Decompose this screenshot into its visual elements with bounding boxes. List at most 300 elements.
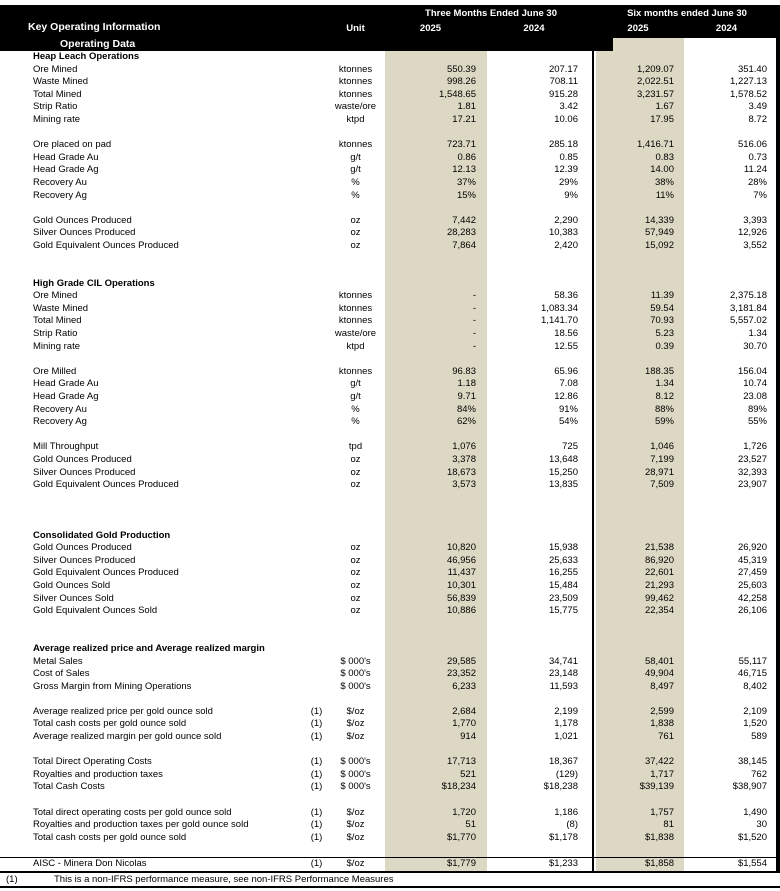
value-three-months-2025: 550.39 [446, 63, 476, 75]
value-six-months-2025: 15,092 [644, 239, 674, 251]
value-three-months-2025: 10,301 [446, 579, 476, 591]
value-six-months-2024: 26,920 [737, 542, 767, 554]
value-three-months-2025: $18,234 [441, 781, 476, 793]
value-six-months-2024: 46,715 [737, 668, 767, 680]
spacer-row [0, 429, 780, 442]
year-header-6mo-2025: 2025 [627, 23, 649, 34]
value-six-months-2025: 1,757 [650, 806, 674, 818]
data-row [0, 580, 780, 593]
value-three-months-2025: 2,684 [452, 705, 476, 717]
value-three-months-2024: 9% [564, 189, 578, 201]
value-three-months-2025: 521 [460, 768, 476, 780]
data-row [0, 139, 780, 152]
value-three-months-2024: 25,633 [548, 554, 578, 566]
row-label: Average realized price per gold ounce sold [33, 705, 213, 717]
footnote-band [0, 871, 780, 888]
period-group-six-months-label: Six months ended June 30 [627, 8, 747, 19]
value-six-months-2025: 5.23 [655, 328, 674, 340]
data-row [0, 479, 780, 492]
value-three-months-2024: 725 [562, 441, 578, 453]
value-six-months-2025: 22,601 [644, 567, 674, 579]
data-row [0, 416, 780, 429]
row-label: Gold Equivalent Ounces Produced [33, 567, 179, 579]
spacer-row [0, 744, 780, 757]
unit-cell: ktonnes [338, 302, 373, 314]
unit-cell: $/oz [346, 858, 365, 869]
section-header-row [0, 51, 780, 64]
value-three-months-2025: 17,713 [446, 756, 476, 768]
footnote-ref: (1) [310, 756, 323, 768]
value-six-months-2024: 10.74 [743, 378, 767, 390]
spacer-row [0, 630, 780, 643]
value-three-months-2024: 58.36 [554, 290, 578, 302]
row-label: Silver Ounces Sold [33, 592, 114, 604]
row-label: Gold Ounces Produced [33, 542, 132, 554]
spacer-row [0, 618, 780, 631]
value-three-months-2025: - [472, 315, 476, 327]
data-row [0, 341, 780, 354]
unit-cell: oz [350, 592, 361, 604]
unit-cell: oz [350, 605, 361, 617]
value-three-months-2024: 15,938 [548, 542, 578, 554]
value-three-months-2024: 708.11 [549, 76, 578, 88]
value-six-months-2025: $39,139 [639, 781, 674, 793]
value-six-months-2025: 1.34 [655, 378, 674, 390]
section-header-row [0, 643, 780, 656]
value-six-months-2025: 7,199 [650, 454, 674, 465]
value-six-months-2025: 99,462 [644, 592, 674, 604]
value-three-months-2025: 1,770 [452, 718, 476, 730]
row-label: Royalties and production taxes [33, 768, 163, 780]
unit-cell: $ 000's [340, 668, 371, 680]
row-label: Total direct operating costs per gold ounce sold [33, 806, 232, 818]
value-three-months-2024: 23,509 [548, 592, 578, 604]
unit-cell: $/oz [346, 731, 365, 743]
value-six-months-2024: 12,926 [737, 227, 767, 239]
unit-cell: ktonnes [338, 139, 373, 151]
unit-cell: oz [350, 567, 361, 579]
value-three-months-2024: 7.08 [559, 378, 578, 390]
value-six-months-2025: 2,599 [650, 705, 674, 717]
unit-cell: g/t [350, 391, 361, 403]
value-three-months-2024: 23,148 [548, 668, 578, 680]
value-six-months-2025: 14,339 [644, 214, 674, 226]
value-three-months-2024: 15,484 [548, 579, 578, 591]
row-label: Total Direct Operating Costs [33, 756, 152, 768]
value-three-months-2024: 915.28 [548, 88, 578, 100]
year-header-6mo-2024: 2024 [715, 23, 738, 34]
footnote-ref: (1) [310, 731, 323, 743]
value-three-months-2024: $18,238 [543, 781, 578, 793]
value-six-months-2024: 23,527 [737, 454, 767, 465]
unit-cell: % [351, 176, 360, 188]
value-three-months-2024: 15,250 [548, 466, 578, 478]
row-label: Gold Equivalent Ounces Sold [33, 605, 158, 617]
spacer-row [0, 504, 780, 517]
value-three-months-2024: 0.85 [559, 151, 578, 163]
year-header-3mo-2025: 2025 [419, 23, 442, 34]
value-three-months-2024: 285.18 [548, 139, 578, 151]
section-header-row [0, 278, 780, 291]
unit-cell: oz [350, 554, 361, 566]
value-three-months-2025: 1.18 [457, 378, 476, 390]
value-six-months-2025: 11% [655, 189, 674, 201]
value-six-months-2024: 1,490 [743, 806, 767, 818]
value-six-months-2025: 28,971 [644, 466, 674, 478]
unit-cell: g/t [350, 151, 361, 163]
value-six-months-2024: 3,393 [743, 214, 767, 226]
row-label: Total Mined [33, 315, 82, 327]
value-six-months-2024: 3,181.84 [730, 302, 767, 314]
unit-cell: waste/ore [334, 101, 377, 113]
value-six-months-2024: 23,907 [737, 479, 767, 491]
value-three-months-2024: 10.06 [554, 113, 578, 125]
row-label: Ore Mined [33, 63, 78, 75]
table-subheader-band [0, 38, 613, 51]
row-label: Average realized price and Average realized margin [33, 642, 265, 654]
unit-cell: $ 000's [340, 781, 371, 793]
value-three-months-2025: 84% [456, 403, 476, 415]
row-label: Recovery Au [33, 176, 87, 188]
value-six-months-2024: 8,402 [743, 680, 767, 692]
value-three-months-2025: 3,573 [452, 479, 476, 491]
unit-cell: $/oz [346, 831, 365, 843]
unit-cell: ktpd [346, 340, 365, 352]
value-three-months-2025: 7,864 [452, 239, 476, 251]
row-label: Royalties and production taxes per gold ounce sold [33, 819, 249, 831]
data-row [0, 101, 780, 114]
spacer-row [0, 844, 780, 857]
unit-cell: g/t [350, 378, 361, 390]
value-three-months-2025: 723.71 [446, 139, 476, 151]
row-label: Heap Leach Operations [33, 51, 140, 62]
footnote-ref: (1) [310, 806, 323, 818]
value-six-months-2024: 5,557.02 [730, 315, 767, 327]
value-six-months-2024: 3,552 [743, 239, 767, 251]
value-three-months-2024: 65.96 [554, 365, 578, 377]
row-label: Waste Mined [33, 76, 89, 88]
spacer-row [0, 202, 780, 215]
value-six-months-2024: 156.04 [737, 365, 767, 377]
value-six-months-2024: 26,106 [737, 605, 767, 617]
period-group-three-months-label: Three Months Ended June 30 [425, 8, 557, 19]
unit-cell: oz [350, 579, 361, 591]
unit-cell: $/oz [346, 806, 365, 818]
value-three-months-2024: 2,199 [554, 705, 578, 717]
value-three-months-2025: 23,352 [446, 668, 476, 680]
data-row [0, 328, 780, 341]
data-row [0, 807, 780, 820]
row-label: Waste Mined [33, 302, 89, 314]
value-six-months-2024: 3.49 [748, 101, 767, 113]
value-three-months-2025: 1,720 [452, 806, 476, 818]
unit-cell: ktonnes [338, 290, 373, 302]
footnote-ref: (1) [310, 831, 323, 843]
unit-cell: oz [350, 214, 361, 226]
data-row [0, 190, 780, 203]
value-six-months-2025: 2,022.51 [637, 76, 674, 88]
unit-cell: $ 000's [340, 680, 371, 692]
value-six-months-2025: 0.83 [655, 151, 674, 163]
value-six-months-2025: 70.93 [650, 315, 674, 327]
value-three-months-2024: 1,083.34 [541, 302, 578, 314]
unit-cell: oz [350, 466, 361, 478]
value-three-months-2025: 56,839 [446, 592, 476, 604]
spacer-row [0, 265, 780, 278]
value-six-months-2024: 11.24 [743, 164, 767, 176]
data-row [0, 668, 780, 681]
value-three-months-2025: 51 [465, 819, 476, 831]
value-three-months-2024: 12.55 [554, 340, 578, 352]
row-label: Cost of Sales [33, 668, 90, 680]
data-row [0, 378, 780, 391]
unit-cell: $/oz [346, 705, 365, 717]
value-three-months-2024: 54% [558, 416, 578, 428]
value-three-months-2024: 10,383 [548, 227, 578, 239]
unit-cell: $ 000's [340, 655, 371, 667]
value-three-months-2024: $1,178 [548, 831, 578, 843]
row-label: Silver Ounces Produced [33, 554, 136, 566]
value-three-months-2025: 18,673 [446, 466, 476, 478]
value-six-months-2024: $38,907 [732, 781, 767, 793]
row-label: AISC - Minera Don Nicolas [33, 858, 147, 869]
value-six-months-2025: 0.39 [655, 340, 674, 352]
value-three-months-2025: 10,820 [446, 542, 476, 554]
value-three-months-2024: 207.17 [548, 63, 578, 75]
data-row [0, 177, 780, 190]
value-three-months-2024: (8) [566, 819, 578, 831]
value-three-months-2024: 13,648 [548, 454, 578, 465]
row-label: Silver Ounces Produced [33, 227, 136, 239]
data-row [0, 454, 780, 467]
footnote-ref: (1) [310, 705, 323, 717]
unit-cell: oz [350, 239, 361, 251]
row-label: Recovery Ag [33, 416, 87, 428]
value-three-months-2024: $1,233 [548, 858, 578, 869]
value-three-months-2024: 2,420 [554, 239, 578, 251]
value-six-months-2025: 1,838 [650, 718, 674, 730]
value-six-months-2024: 7% [753, 189, 767, 201]
row-label: Consolidated Gold Production [33, 529, 171, 541]
value-three-months-2024: 18,367 [548, 756, 578, 768]
value-six-months-2024: $1,520 [737, 831, 767, 843]
unit-cell: % [351, 403, 360, 415]
row-label: Gold Ounces Sold [33, 579, 111, 591]
value-six-months-2024: 1,227.13 [730, 76, 767, 88]
value-three-months-2025: 998.26 [446, 76, 476, 88]
value-six-months-2024: 45,319 [737, 554, 767, 566]
value-three-months-2024: 12.39 [554, 164, 578, 176]
value-six-months-2025: 81 [663, 819, 674, 831]
value-six-months-2025: 37,422 [644, 756, 674, 768]
value-six-months-2024: 38,145 [737, 756, 767, 768]
value-six-months-2024: $1,554 [737, 858, 767, 869]
data-row [0, 303, 780, 316]
value-six-months-2024: 32,393 [737, 466, 767, 478]
value-three-months-2025: 12.13 [452, 164, 476, 176]
value-three-months-2024: 18.56 [554, 328, 578, 340]
row-label: Mining rate [33, 113, 80, 125]
spacer-row [0, 693, 780, 706]
row-label: Gold Ounces Produced [33, 214, 132, 226]
row-label: Ore placed on pad [33, 139, 112, 151]
unit-column-header: Unit [346, 23, 365, 34]
row-label: Total Mined [33, 88, 82, 100]
value-six-months-2024: 30 [756, 819, 767, 831]
value-six-months-2024: 8.72 [748, 113, 767, 125]
value-six-months-2025: 21,538 [644, 542, 674, 554]
value-three-months-2024: 1,178 [554, 718, 578, 730]
data-row [0, 290, 780, 303]
row-label: Mining rate [33, 340, 80, 352]
value-six-months-2025: 3,231.57 [637, 88, 674, 100]
unit-cell: oz [350, 479, 361, 491]
value-three-months-2024: 1,021 [554, 731, 578, 743]
footnote-ref: (1) [310, 718, 323, 730]
data-row [0, 718, 780, 731]
unit-cell: oz [350, 227, 361, 239]
data-row [0, 467, 780, 480]
value-three-months-2024: 15,775 [548, 605, 578, 617]
value-six-months-2025: 38% [654, 176, 674, 188]
value-three-months-2025: $1,770 [446, 831, 476, 843]
value-six-months-2025: 59% [654, 416, 674, 428]
row-label: High Grade CIL Operations [33, 277, 155, 289]
value-three-months-2024: 1,141.70 [541, 315, 578, 327]
value-six-months-2024: 2,109 [743, 705, 767, 717]
value-three-months-2025: 15% [456, 189, 476, 201]
value-six-months-2024: 25,603 [737, 579, 767, 591]
value-six-months-2025: 1.67 [655, 101, 674, 113]
value-six-months-2024: 55,117 [738, 655, 767, 667]
value-three-months-2025: 37% [456, 176, 476, 188]
value-six-months-2025: 86,920 [644, 554, 674, 566]
data-row [0, 366, 780, 379]
unit-cell: ktonnes [338, 365, 373, 377]
value-three-months-2024: 34,741 [548, 655, 578, 667]
row-label: Recovery Ag [33, 189, 87, 201]
value-three-months-2025: 914 [460, 731, 476, 743]
data-row [0, 164, 780, 177]
year-header-3mo-2024: 2024 [523, 23, 545, 34]
value-six-months-2024: 89% [747, 403, 767, 415]
value-six-months-2025: $1,838 [644, 831, 674, 843]
data-row [0, 441, 780, 454]
section-header-row [0, 530, 780, 543]
unit-cell: g/t [350, 164, 361, 176]
value-three-months-2025: 1,548.65 [439, 88, 476, 100]
row-label: Recovery Au [33, 403, 87, 415]
value-three-months-2025: 0.86 [457, 151, 476, 163]
spacer-row [0, 794, 780, 807]
data-row [0, 152, 780, 165]
data-row [0, 227, 780, 240]
value-three-months-2025: 7,442 [452, 214, 476, 226]
data-row [0, 391, 780, 404]
footnote-ref: (1) [310, 858, 323, 869]
data-row [0, 542, 780, 555]
table-header-band [0, 5, 780, 38]
value-three-months-2024: 91% [558, 403, 578, 415]
row-label: Total cash costs per gold ounce sold [33, 831, 187, 843]
spacer-row [0, 253, 780, 266]
footnote-ref: (1) [310, 819, 323, 831]
data-row [0, 215, 780, 228]
value-six-months-2025: 49,904 [644, 668, 674, 680]
unit-cell: oz [350, 454, 361, 465]
data-row [0, 315, 780, 328]
data-row [0, 832, 780, 845]
data-row [0, 656, 780, 669]
value-six-months-2025: 21,293 [644, 579, 674, 591]
data-row [0, 731, 780, 744]
unit-cell: % [351, 416, 360, 428]
row-label: Ore Milled [33, 365, 77, 377]
value-three-months-2025: 9.71 [457, 391, 476, 403]
value-six-months-2025: 11.39 [650, 290, 674, 302]
value-three-months-2025: - [472, 340, 476, 352]
value-three-months-2024: 1,186 [554, 806, 578, 818]
value-three-months-2025: 1.81 [457, 101, 476, 113]
value-six-months-2025: 14.00 [650, 164, 674, 176]
value-six-months-2025: 1,416.71 [637, 139, 674, 151]
value-six-months-2024: 30.70 [743, 340, 767, 352]
unit-cell: $/oz [346, 718, 365, 730]
row-label: Head Grade Ag [33, 391, 99, 403]
data-row [0, 64, 780, 77]
row-label: Gold Equivalent Ounces Produced [33, 239, 179, 251]
value-three-months-2025: - [472, 328, 476, 340]
value-six-months-2024: 1,520 [743, 718, 767, 730]
page-title: Key Operating Information [28, 21, 161, 33]
value-three-months-2025: 28,283 [446, 227, 476, 239]
value-six-months-2025: 1,717 [650, 768, 674, 780]
unit-cell: ktpd [346, 113, 365, 125]
footnote-text: This is a non-IFRS performance measure, see non-IFRS Performance Measures [54, 874, 394, 885]
row-label: Strip Ratio [33, 328, 78, 340]
value-six-months-2024: 1,578.52 [730, 88, 767, 100]
unit-cell: $/oz [346, 819, 365, 831]
value-three-months-2025: 10,886 [446, 605, 476, 617]
value-three-months-2024: 3.42 [559, 101, 578, 113]
value-three-months-2024: (129) [555, 768, 578, 780]
value-three-months-2025: 3,378 [452, 454, 476, 465]
spacer-row [0, 127, 780, 140]
data-row [0, 756, 780, 769]
value-three-months-2024: 11,593 [549, 680, 578, 692]
value-six-months-2024: 27,459 [737, 567, 767, 579]
value-six-months-2025: 7,509 [650, 479, 674, 491]
value-six-months-2025: 188.35 [644, 365, 674, 377]
value-three-months-2024: 13,835 [548, 479, 578, 491]
value-six-months-2025: 57,949 [644, 227, 674, 239]
unit-cell: waste/ore [334, 328, 377, 340]
table-rows [0, 51, 780, 871]
unit-cell: ktonnes [338, 315, 373, 327]
value-three-months-2025: - [472, 302, 476, 314]
value-six-months-2024: 762 [751, 768, 767, 780]
footnote-ref: (1) [6, 874, 18, 885]
value-three-months-2025: - [472, 290, 476, 302]
value-six-months-2025: 761 [658, 731, 674, 743]
value-six-months-2024: 1.34 [748, 328, 767, 340]
footnote-ref: (1) [310, 768, 323, 780]
row-label: Gross Margin from Mining Operations [33, 680, 192, 692]
unit-cell: ktonnes [338, 76, 373, 88]
row-label: Head Grade Au [33, 378, 99, 390]
value-six-months-2025: $1,858 [644, 858, 674, 869]
value-three-months-2025: 29,585 [446, 655, 476, 667]
